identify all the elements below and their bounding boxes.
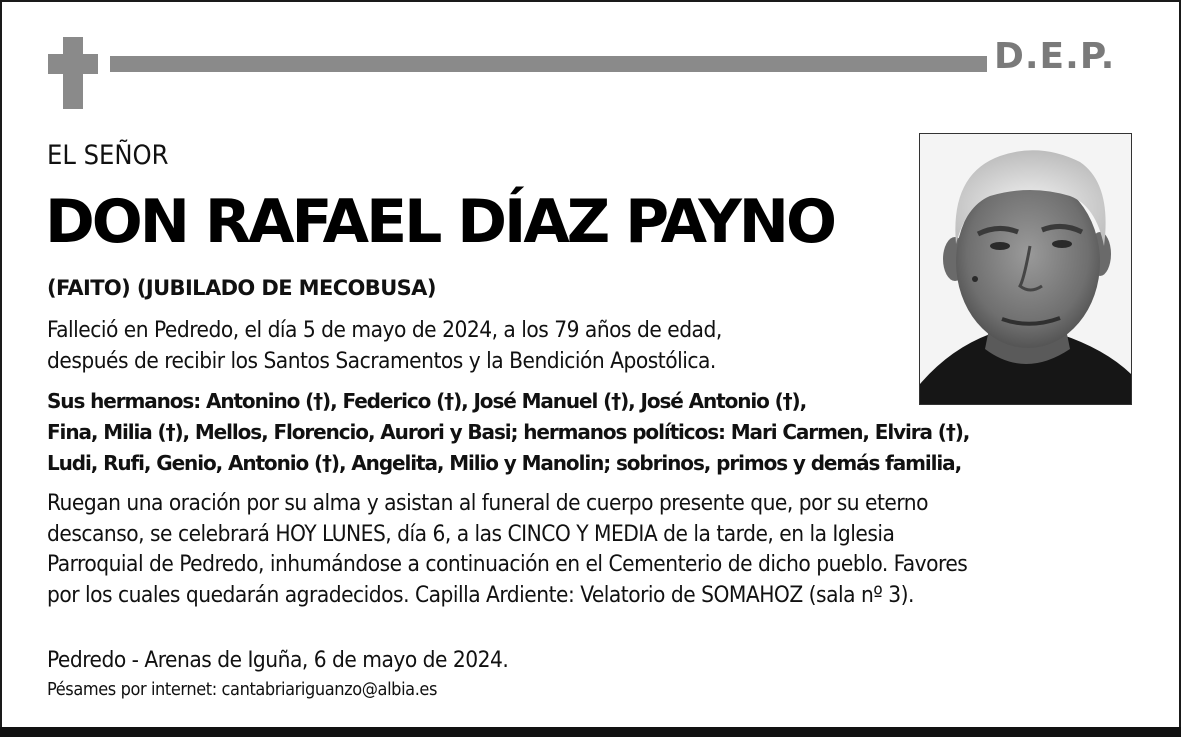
latin-cross-icon-arm — [48, 54, 98, 74]
place-date: Pedredo - Arenas de Iguña, 6 de mayo de 2024. — [47, 647, 509, 673]
funeral-line: Ruegan una oración por su alma y asistan al funeral de cuerpo presente que, por su eterno — [47, 490, 928, 516]
portrait-illustration — [920, 134, 1131, 404]
family-line: Ludi, Rufi, Genio, Antonio (†), Angelita, Milio y Manolin; sobrinos, primos y demás familia, — [47, 451, 962, 475]
honorific-prefix: EL SEÑOR — [47, 140, 169, 171]
death-line: Falleció en Pedredo, el día 5 de mayo de 2024, a los 79 años de edad, — [47, 317, 722, 343]
bottom-border — [0, 727, 1181, 737]
funeral-line: descanso, se celebrará HOY LUNES, día 6, a las CINCO Y MEDIA de la tarde, en la Iglesia — [47, 520, 895, 547]
death-line: después de recibir los Santos Sacramentos y la Bendición Apostólica. — [47, 348, 716, 374]
death-notice — [47, 315, 722, 377]
funeral-line: Parroquial de Pedredo, inhumándose a continuación en el Cementerio de dicho pueblo. Favores — [47, 551, 968, 577]
dep-badge: D.E.P. — [994, 36, 1116, 77]
funeral-line: por los cuales quedarán agradecidos. Capilla Ardiente: Velatorio de SOMAHOZ (sala nº 3). — [47, 581, 914, 608]
condolences-line: Pésames por internet: cantabriariguanzo@albia.es — [47, 679, 438, 700]
family-list — [47, 386, 969, 479]
deceased-name: DON RAFAEL DÍAZ PAYNO — [45, 187, 834, 257]
family-line: Sus hermanos: Antonino (†), Federico (†), José Manuel (†), José Antonio (†), — [47, 389, 807, 413]
family-line: Fina, Milia (†), Mellos, Florencio, Aurori y Basi; hermanos políticos: Mari Carmen, Elvira (†), — [47, 420, 970, 444]
nickname-line: (FAITO) (JUBILADO DE MECOBUSA) — [47, 276, 436, 300]
portrait-photo — [919, 133, 1132, 405]
header-rule — [110, 56, 987, 72]
funeral-details — [47, 488, 967, 610]
